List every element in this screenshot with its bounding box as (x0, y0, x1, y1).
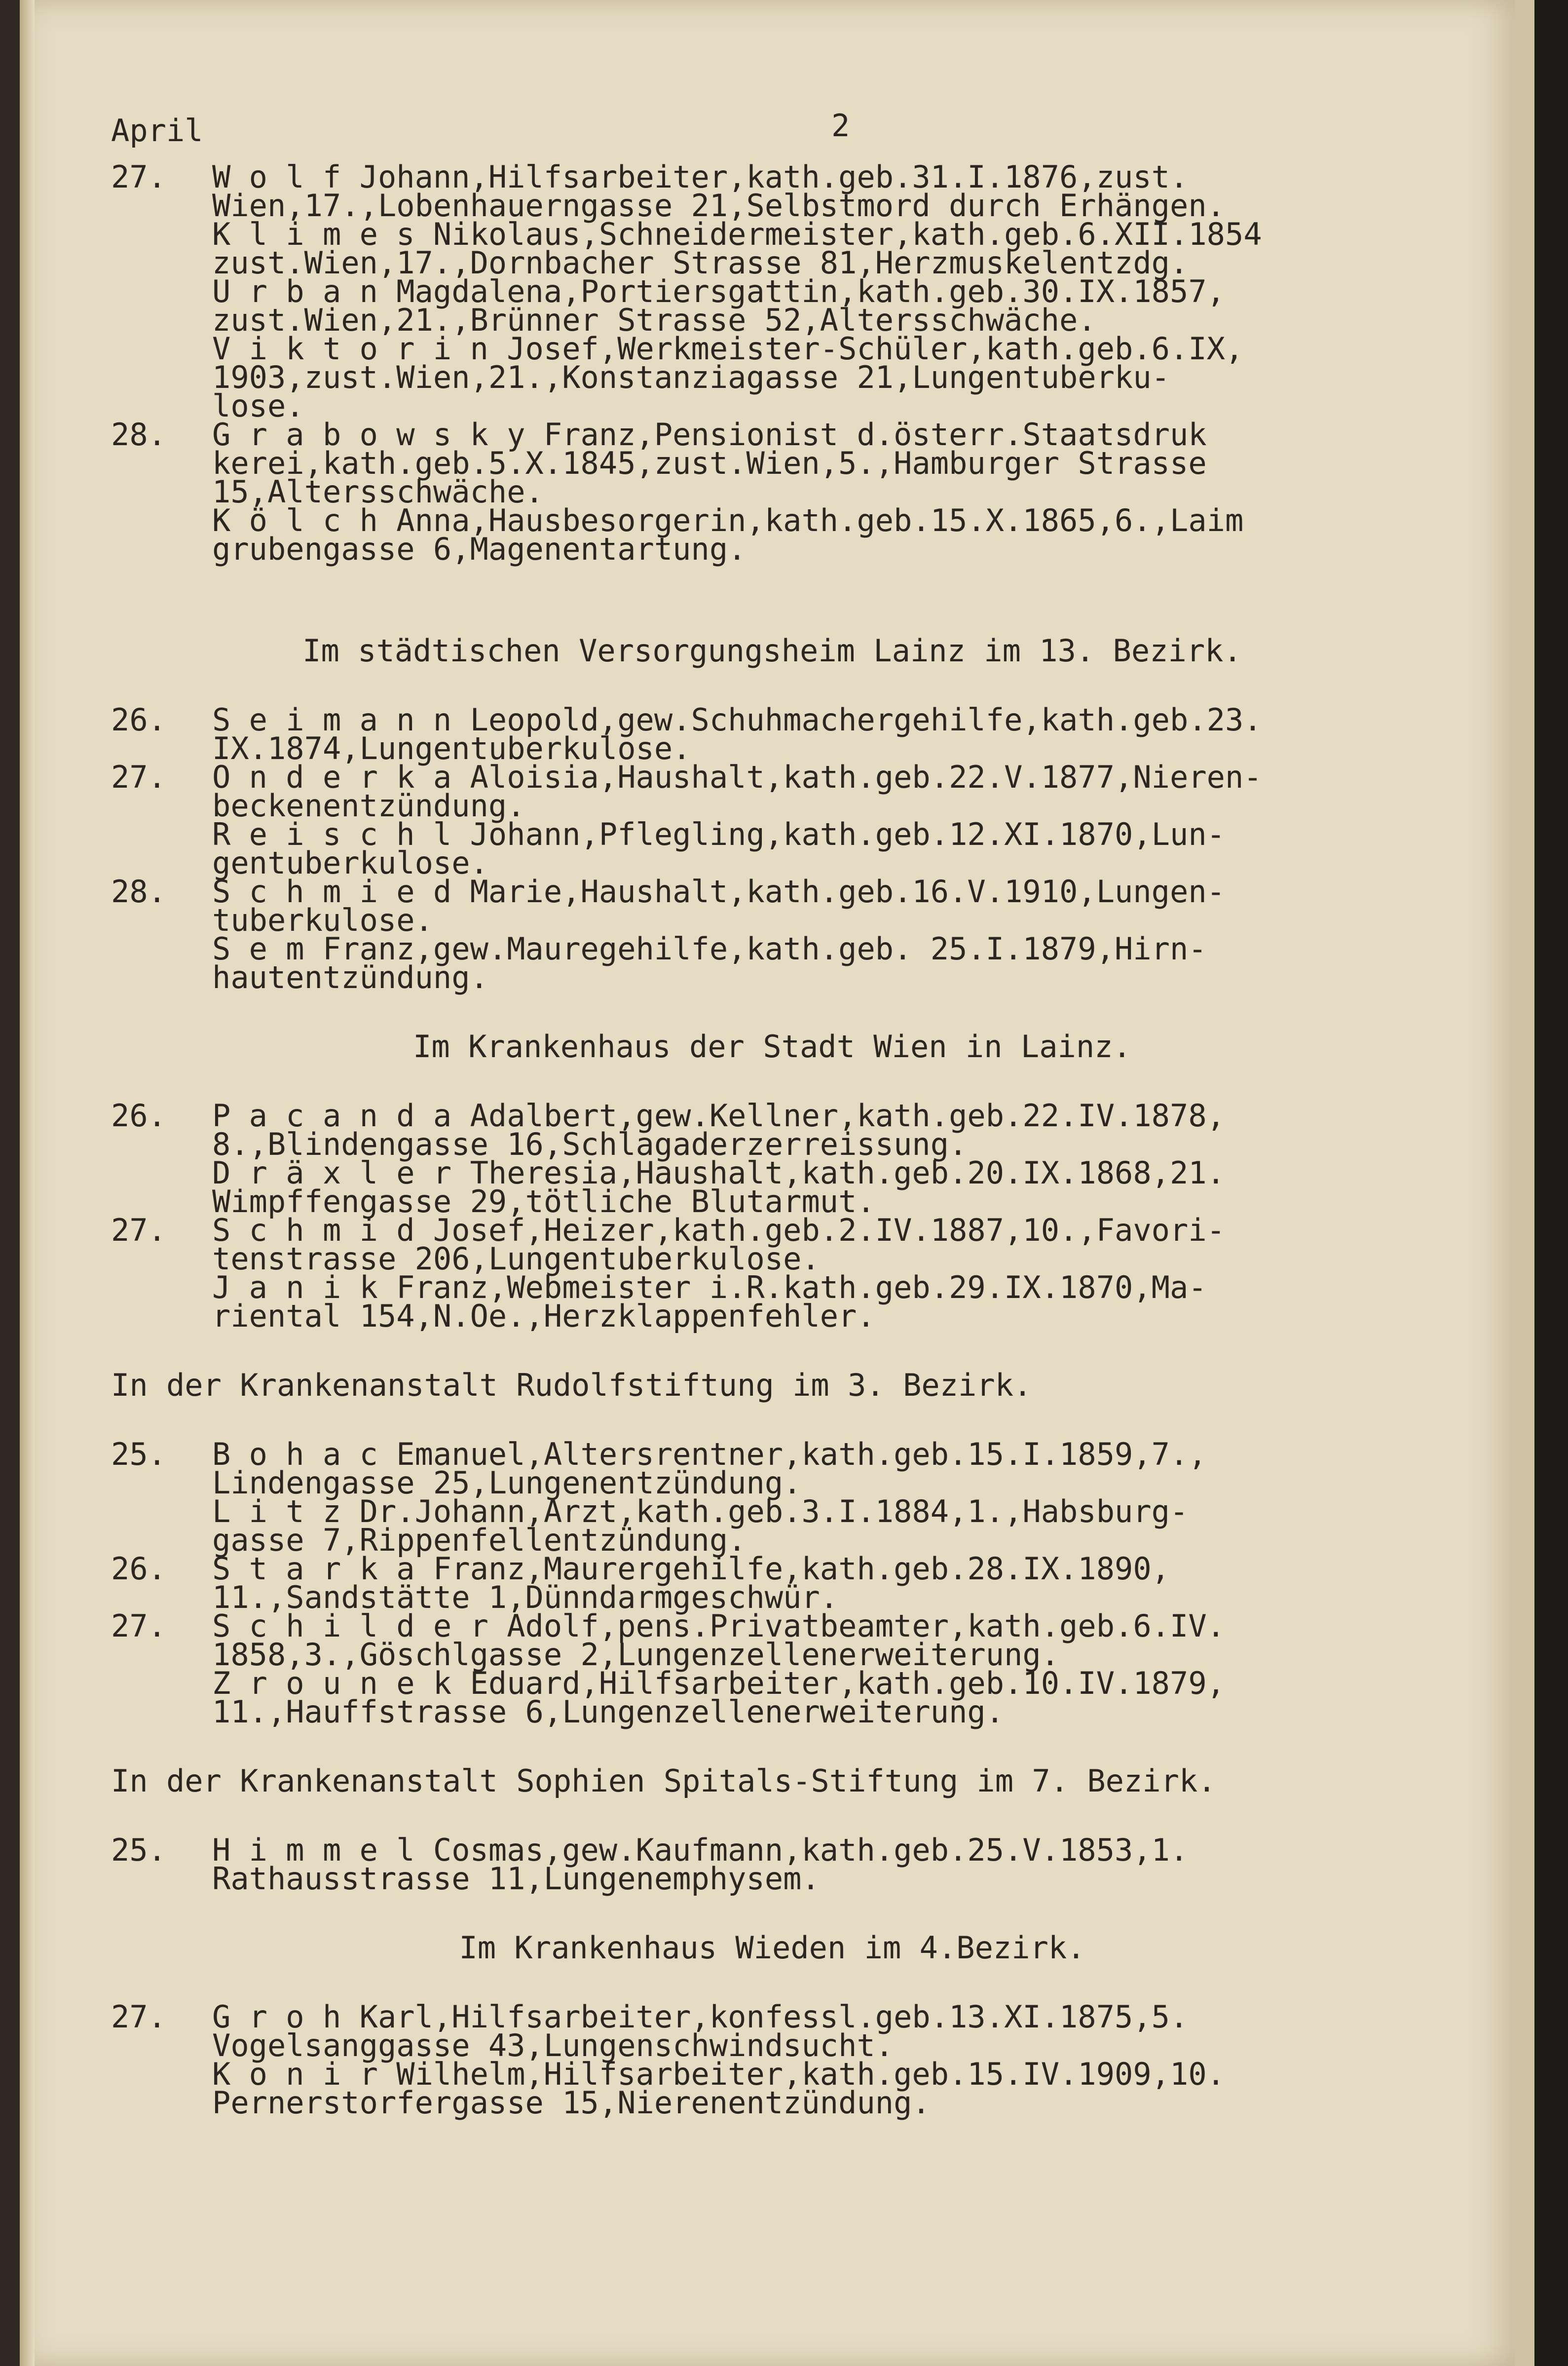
entry-day (111, 820, 212, 878)
entry-text: K ö l c h Anna,Hausbesorgerin,kath.geb.15.X.1865,6.,Laim grubengasse 6,Magenentartung. (212, 502, 1244, 567)
entry-day (111, 1273, 212, 1331)
entry-text: R e i s c h l Johann,Pflegling,kath.geb.12.XI.1870,Lun- gentuberkulose. (212, 816, 1225, 881)
register-entry (111, 1551, 1433, 1615)
register-entry (111, 417, 1433, 510)
register-section (111, 1367, 1433, 1730)
entry-day (111, 220, 212, 277)
entry-text: S c h m i e d Marie,Haushalt,kath.geb.16.V.1910,Lungen- tuberkulose. (212, 874, 1225, 938)
register-entry (111, 1098, 1433, 1162)
section-heading: Im Krankenhaus Wieden im 4.Bezirk. (459, 1930, 1085, 1966)
register-entry (111, 702, 1433, 766)
entry-day (111, 1497, 212, 1555)
entry-day: 28. (111, 417, 166, 453)
entry-day: 26. (111, 702, 166, 738)
section-heading: Im städtischen Versorgungsheim Lainz im 13. Bezirk. (302, 633, 1242, 669)
entry-day: 28. (111, 874, 166, 910)
entry-day (111, 1159, 212, 1216)
entry-text: U r b a n Magdalena,Portiersgattin,kath.geb.30.IX.1857, zust.Wien,21.,Brünner Strasse 52,Altersschwäche. (212, 273, 1225, 338)
register-entry (111, 931, 1433, 995)
entry-text: B o h a c Emanuel,Altersrentner,kath.geb.15.I.1859,7., Lindengasse 25,Lungenentzündung. (212, 1436, 1207, 1501)
entry-day: 25. (111, 1436, 166, 1472)
register-section (111, 633, 1433, 995)
entry-text: W o l f Johann,Hilfsarbeiter,kath.geb.31.I.1876,zust. Wien,17.,Lobenhauerngasse 21,Selbstmord durch Erhängen. (212, 159, 1225, 224)
register-entry (111, 1212, 1433, 1277)
register-section (111, 1763, 1433, 1897)
register-section (111, 1029, 1433, 1334)
section-heading: In der Krankenanstalt Rudolfstiftung im 3. Bezirk. (111, 1367, 1032, 1403)
register-entry (111, 874, 1433, 938)
register-entry (111, 331, 1433, 424)
entry-text: S c h m i d Josef,Heizer,kath.geb.2.IV.1887,10.,Favori- tenstrasse 206,Lungentuberkulose. (212, 1212, 1225, 1277)
entry-text: H i m m e l Cosmas,gew.Kaufmann,kath.geb.25.V.1853,1. Rathausstrasse 11,Lungenemphysem. (212, 1832, 1189, 1897)
register-entry (111, 1608, 1433, 1673)
entry-day: 26. (111, 1098, 166, 1134)
entry-text: V i k t o r i n Josef,Werkmeister-Schüler,kath.geb.6.IX, 1903,zust.Wien,21.,Konstanziagasse 21,Lungentuberku- lose. (212, 331, 1244, 424)
register-entry (111, 1269, 1433, 1334)
register-entry (111, 759, 1433, 824)
section-heading: Im Krankenhaus der Stadt Wien in Lainz. (413, 1029, 1131, 1065)
register-entry (111, 2056, 1433, 2121)
entry-text: S t a r k a Franz,Maurergehilfe,kath.geb.28.IX.1890, 11.,Sandstätte 1,Dünndarmgeschwür. (212, 1551, 1170, 1615)
page-fold-shadow (20, 0, 35, 2366)
month-label: April (111, 113, 203, 149)
register-entry (111, 1493, 1433, 1558)
register-body (111, 159, 1433, 2121)
register-entry (111, 1665, 1433, 1730)
register-entry (111, 1832, 1433, 1897)
entry-text: S c h i l d e r Adolf,pens.Privatbeamter,kath.geb.6.IV. 1858,3.,Göschlgasse 2,Lungenzellenerweiterung. (212, 1608, 1225, 1673)
register-entry (111, 816, 1433, 881)
entry-day: 27. (111, 1999, 166, 2035)
entry-day: 27. (111, 1212, 166, 1248)
page-header (111, 108, 1433, 157)
entry-text: S e m Franz,gew.Mauregehilfe,kath.geb. 25.I.1879,Hirn- hautentzündung. (212, 931, 1207, 995)
section-heading: In der Krankenanstalt Sophien Spitals-Stiftung im 7. Bezirk. (111, 1763, 1216, 1799)
register-entry (111, 502, 1433, 567)
entry-day (111, 335, 212, 420)
register-entry (111, 216, 1433, 281)
entry-day (111, 2060, 212, 2117)
entry-day: 27. (111, 759, 166, 795)
entry-text: L i t z Dr.Johann,Arzt,kath.geb.3.I.1884,1.,Habsburg- gasse 7,Rippenfellentzündung. (212, 1493, 1189, 1558)
page-number: 2 (831, 108, 850, 144)
register-section (111, 1930, 1433, 2121)
book-binding (1534, 0, 1568, 2366)
entry-day (111, 506, 212, 564)
entry-text: Z r o u n e k Eduard,Hilfsarbeiter,kath.geb.10.IV.1879, 11.,Hauffstrasse 6,Lungenzellenerweiterung. (212, 1665, 1225, 1730)
entry-text: G r a b o w s k y Franz,Pensionist d.österr.Staatsdruk kerei,kath.geb.5.X.1845,zust.Wien,5.,Hamburger Strasse 15,Altersschwäche. (212, 417, 1207, 510)
entry-day: 27. (111, 159, 166, 195)
entry-day: 26. (111, 1551, 166, 1587)
entry-day: 27. (111, 1608, 166, 1644)
page-edge (1515, 0, 1534, 2366)
entry-day (111, 277, 212, 335)
register-entry (111, 1436, 1433, 1501)
section-gap (111, 564, 1433, 596)
entry-text: G r o h Karl,Hilfsarbeiter,konfessl.geb.13.XI.1875,5. Vogelsanggasse 43,Lungenschwindsucht. (212, 1999, 1189, 2063)
register-section (111, 159, 1433, 596)
entry-day: 25. (111, 1832, 166, 1868)
entry-text: K l i m e s Nikolaus,Schneidermeister,kath.geb.6.XII.1854 zust.Wien,17.,Dornbacher Strasse 81,Herzmuskelentzdg. (212, 216, 1262, 281)
register-entry (111, 273, 1433, 338)
register-entry (111, 1155, 1433, 1220)
entry-text: O n d e r k a Aloisia,Haushalt,kath.geb.22.V.1877,Nieren- beckenentzündung. (212, 759, 1262, 824)
register-entry (111, 1999, 1433, 2063)
entry-text: J a n i k Franz,Webmeister i.R.kath.geb.29.IX.1870,Ma- riental 154,N.Oe.,Herzklappenfehler. (212, 1269, 1207, 1334)
entry-text: K o n i r Wilhelm,Hilfsarbeiter,kath.geb.15.IV.1909,10. Pernerstorfergasse 15,Nierenentzündung. (212, 2056, 1225, 2121)
entry-text: P a c a n d a Adalbert,gew.Kellner,kath.geb.22.IV.1878, 8.,Blindengasse 16,Schlagaderzerreissung. (212, 1098, 1225, 1162)
entry-text: D r ä x l e r Theresia,Haushalt,kath.geb.20.IX.1868,21. Wimpffengasse 29,tötliche Blutarmut. (212, 1155, 1225, 1220)
entry-text: S e i m a n n Leopold,gew.Schuhmachergehilfe,kath.geb.23. IX.1874,Lungentuberkulose. (212, 702, 1262, 766)
entry-day (111, 1669, 212, 1726)
register-entry (111, 159, 1433, 224)
entry-day (111, 935, 212, 992)
